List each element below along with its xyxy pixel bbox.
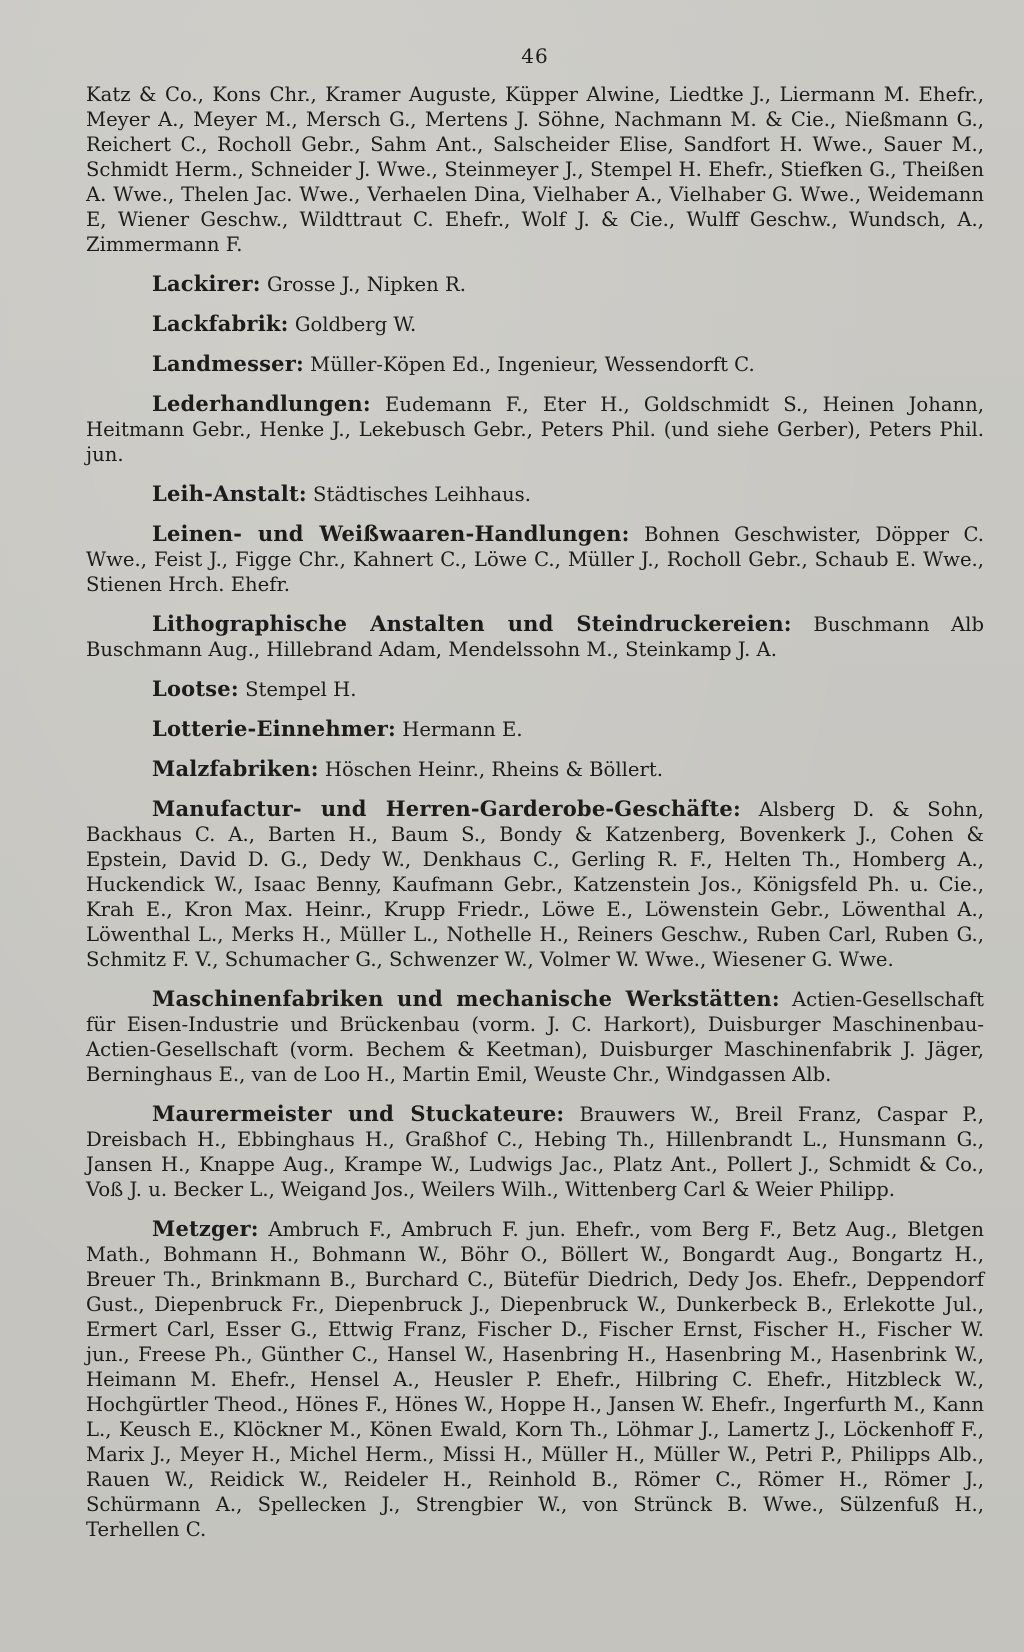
entry-heading: Landmesser: (152, 351, 304, 376)
entry-heading: Leih-Anstalt: (152, 481, 307, 506)
entry-heading: Lederhandlungen: (152, 391, 371, 416)
directory-entry (86, 271, 984, 297)
directory-entry (86, 481, 984, 507)
directory-entry (86, 1101, 984, 1202)
entry-heading: Maurermeister und Stuckateure: (152, 1101, 565, 1126)
entry-heading: Lackirer: (152, 271, 261, 296)
directory-entry (86, 796, 984, 972)
directory-entry (86, 611, 984, 662)
entry-names: Brauwers W., Breil Franz, Caspar P., Dreisbach H., Ebbinghaus H., Graßhof C., Hebing Th., Hillenbrandt L., Hunsmann G., Jansen H., Knappe Aug., Krampe W., Ludwigs Jac., Platz Ant., Pollert J., Schmidt & Co., Voß J. u. Becker L., Weigand Jos., Weilers Wilh., Wittenberg Carl & Weier Philipp. (86, 1103, 984, 1201)
entry-heading: Lotterie-Einnehmer: (152, 716, 396, 741)
entry-names: Actien-Gesellschaft für Eisen-Industrie und Brückenbau (vorm. J. C. Harkort), Duisburger Maschinenbau-Actien-Gesellschaft (vorm. Bechem & Keetman), Duisburger Maschinenfabrik J. Jäger, Berninghaus E., van de Loo H., Martin Emil, Weuste Chr., Windgassen Alb. (86, 988, 984, 1086)
continuation-entry (86, 82, 984, 257)
directory-entry (86, 351, 984, 377)
entry-names: Bohnen Geschwister, Döpper C. Wwe., Feist J., Figge Chr., Kahnert C., Löwe C., Müller J., Rocholl Gebr., Schaub E. Wwe., Stienen Hrch. Ehefr. (86, 523, 984, 596)
entry-names: Höschen Heinr., Rheins & Böllert. (324, 758, 663, 781)
directory-entry (86, 716, 984, 742)
directory-entry (86, 1216, 984, 1542)
entry-names: Stempel H. (245, 678, 357, 701)
directory-entry (86, 756, 984, 782)
entry-names: Müller-Köpen Ed., Ingenieur, Wessendorft C. (310, 353, 755, 376)
entry-names: Katz & Co., Kons Chr., Kramer Auguste, Küpper Alwine, Liedtke J., Liermann M. Ehefr., Meyer A., Meyer M., Mersch G., Mertens J. Söhne, Nachmann M. & Cie., Nießmann G., Reichert C., Rocholl Gebr., Sahm Ant., Salscheider Elise, Sandfort H. Wwe., Sauer M., Schmidt Herm., Schneider J. Wwe., Steinmeyer J., Stempel H. Ehefr., Stiefken G., Theißen A. Wwe., Thelen Jac. Wwe., Verhaelen Dina, Vielhaber A., Vielhaber G. Wwe., Weidemann E, Wiener Geschw., Wildttraut C. Ehefr., Wolf J. & Cie., Wulff Geschw., Wundsch, A., Zimmermann F. (86, 83, 984, 256)
entry-heading: Lackfabrik: (152, 311, 289, 336)
directory-entry (86, 521, 984, 597)
directory-entry (86, 986, 984, 1087)
entry-heading: Manufactur- und Herren-Garderobe-Geschäfte: (152, 796, 741, 821)
entry-names: Eudemann F., Eter H., Goldschmidt S., Heinen Johann, Heitmann Gebr., Henke J., Lekebusch Gebr., Peters Phil. (und siehe Gerber), Peters Phil. jun. (86, 393, 984, 466)
entry-names: Buschmann Alb Buschmann Aug., Hillebrand Adam, Mendelssohn M., Steinkamp J. A. (86, 613, 984, 661)
entry-heading: Malzfabriken: (152, 756, 319, 781)
directory-entry (86, 391, 984, 467)
entry-names: Städtisches Leihhaus. (313, 483, 531, 506)
entry-heading: Leinen- und Weißwaaren-Handlungen: (152, 521, 630, 546)
directory-entry (86, 311, 984, 337)
entry-heading: Maschinenfabriken und mechanische Werkstätten: (152, 986, 780, 1011)
entry-names: Alsberg D. & Sohn, Backhaus C. A., Barten H., Baum S., Bondy & Katzenberg, Bovenkerk J., Cohen & Epstein, David D. G., Dedy W., Denkhaus C., Gerling R. F., Helten Th., Homberg A., Huckendick W., Isaac Benny, Kaufmann Gebr., Katzenstein Jos., Königsfeld Ph. u. Cie., Krah E., Kron Max. Heinr., Krupp Friedr., Löwe E., Löwenstein Gebr., Löwenthal A., Löwenthal L., Merks H., Müller L., Nothelle H., Reiners Geschw., Ruben Carl, Ruben G., Schmitz F. V., Schumacher G., Schwenzer W., Volmer W. Wwe., Wiesener G. Wwe. (86, 798, 984, 971)
directory-entry (86, 676, 984, 702)
entry-names: Hermann E. (402, 718, 523, 741)
entry-heading: Lithographische Anstalten und Steindruckereien: (152, 611, 792, 636)
entry-heading: Lootse: (152, 676, 239, 701)
entry-heading: Metzger: (152, 1216, 259, 1241)
entry-names: Ambruch F., Ambruch F. jun. Ehefr., vom Berg F., Betz Aug., Bletgen Math., Bohmann H., Bohmann W., Böhr O., Böllert W., Bongardt Aug., Bongartz H., Breuer Th., Brinkmann B., Burchard C., Bütefür Diedrich, Dedy Jos. Ehefr., Deppendorf Gust., Diepenbruck Fr., Diepenbruck J., Diepenbruck W., Dunkerbeck B., Erlekotte Jul., Ermert Carl, Esser G., Ettwig Franz, Fischer D., Fischer Ernst, Fischer H., Fischer W. jun., Freese Ph., Günther C., Hansel W., Hasenbring H., Hasenbring M., Hasenbrink W., Heimann M. Ehefr., Hensel A., Heusler P. Ehefr., Hilbring C. Ehefr., Hitzbleck W., Hochgürtler Theod., Hönes F., Hönes W., Hoppe H., Jansen W. Ehefr., Ingerfurth M., Kann L., Keusch E., Klöckner M., Könen Ewald, Korn Th., Löhmar J., Lamertz J., Löckenhoff F., Marix J., Meyer H., Michel Herm., Missi H., Müller H., Müller W., Petri P., Philipps Alb., Rauen W., Reidick W., Reideler H., Reinhold B., Römer C., Römer H., Römer J., Schürmann A., Spellecken J., Strengbier W., von Strünck B. Wwe., Sülzenfuß H., Terhellen C. (86, 1218, 984, 1541)
entry-names: Goldberg W. (294, 313, 417, 336)
entry-names: Grosse J., Nipken R. (266, 273, 466, 296)
page-number: 46 (521, 44, 549, 68)
